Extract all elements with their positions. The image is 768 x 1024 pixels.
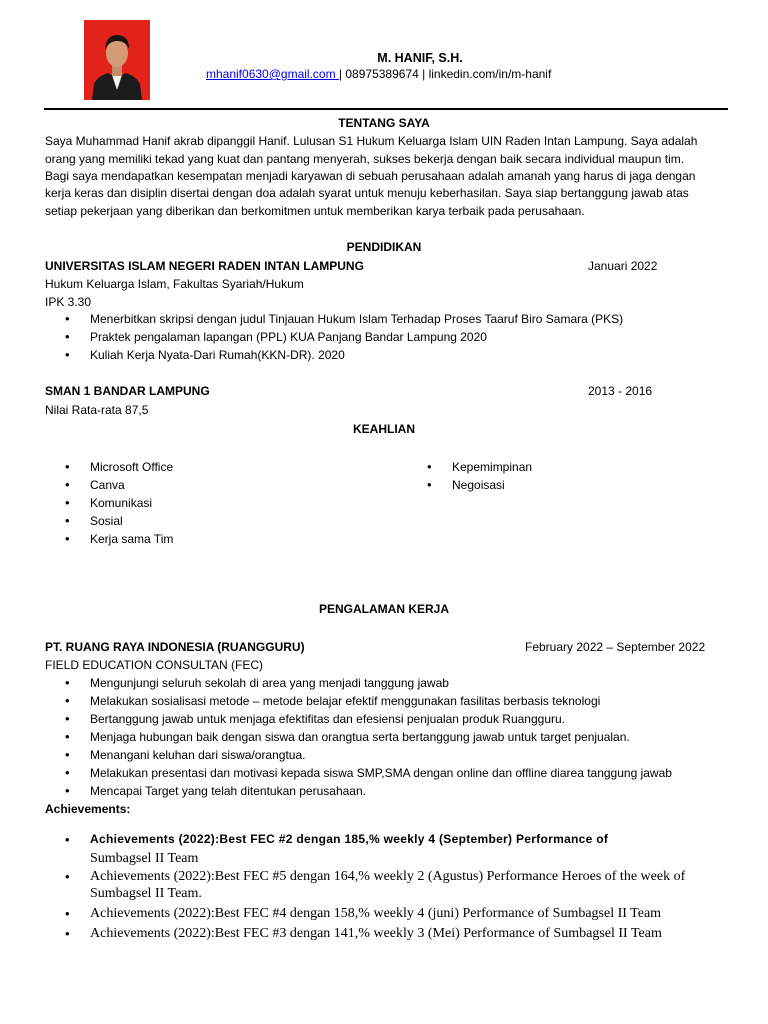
list-item: • Achievements (2022):Best FEC #3 dengan 141,% weekly 3 (Mei) Performance of Sumbagsel II Team <box>45 925 735 942</box>
university-major: Hukum Keluarga Islam, Fakultas Syariah/Hukum <box>45 277 304 291</box>
achievements-label: Achievements: <box>45 802 131 816</box>
skill-item: • Komunikasi <box>45 494 173 512</box>
about-line: Bagi saya mendapatkan kesempatan menjadi karyawan di sebuah perusahaan adalah amanah yang harus di jaga dengan <box>45 169 696 183</box>
about-line: kerja keras dan disiplin disertai dengan doa adalah syarat untuk menuju keberhasilan. Saya siap bertanggung jawab atas <box>45 186 689 200</box>
university-date: Januari 2022 <box>588 259 658 273</box>
university-bullets <box>45 310 623 364</box>
skills-left-list <box>45 458 173 548</box>
about-line: setiap pekerjaan yang diberikan dan berkomitmen untuk memberikan karya terbaik pada perusahaan. <box>45 204 585 218</box>
company-name: PT. RUANG RAYA INDONESIA (RUANGGURU) <box>45 640 305 654</box>
list-item: • Melakukan sosialisasi metode – metode belajar efektif menggunakan fasilitas berbasis teknologi <box>45 692 672 710</box>
contact-details: | 08975389674 | linkedin.com/in/m-hanif <box>338 67 552 81</box>
school-score: Nilai Rata-rata 87,5 <box>45 403 149 417</box>
job-role: FIELD EDUCATION CONSULTAN (FEC) <box>45 658 264 672</box>
list-item: • Achievements (2022):Best FEC #5 dengan 164,% weekly 2 (Agustus) Performance Heroes of the week of Sumbagsel II Team. <box>45 868 735 902</box>
list-item: • Achievements (2022):Best FEC #4 dengan 158,% weekly 4 (juni) Performance of Sumbagsel II Team <box>45 905 735 922</box>
list-item: • Menerbitkan skripsi dengan judul Tinjauan Hukum Islam Terhadap Proses Taaruf Biro Samara (PKS) <box>45 310 623 328</box>
header-divider <box>44 108 728 110</box>
school-date: 2013 - 2016 <box>588 384 653 398</box>
list-item: • Menangani keluhan dari siswa/orangtua. <box>45 746 672 764</box>
education-heading: PENDIDIKAN <box>346 240 422 254</box>
achievement-text: Achievements (2022):Best FEC #2 dengan 185,% weekly 4 (September) Performance of <box>90 832 609 846</box>
skill-item: • Negoisasi <box>407 476 532 494</box>
skill-item: • Canva <box>45 476 173 494</box>
experience-bullets <box>45 674 672 800</box>
skills-right-list <box>407 458 532 494</box>
list-item: • Menjaga hubungan baik dengan siswa dan orangtua serta bertanggung jawab untuk target penjualan. <box>45 728 672 746</box>
university-name: UNIVERSITAS ISLAM NEGERI RADEN INTAN LAMPUNG <box>45 259 364 273</box>
experience-heading: PENGALAMAN KERJA <box>318 602 449 616</box>
applicant-name: M. HANIF, S.H. <box>377 51 463 65</box>
university-ipk: IPK 3.30 <box>45 295 92 309</box>
list-item: • Melakukan presentasi dan motivasi kepada siswa SMP,SMA dengan online dan offline diarea tanggung jawab <box>45 764 672 782</box>
list-item: • Bertanggung jawab untuk menjaga efektifitas dan efesiensi penjualan produk Ruangguru. <box>45 710 672 728</box>
achievements-list-serif <box>45 868 735 942</box>
about-heading: TENTANG SAYA <box>338 116 430 130</box>
school-name: SMAN 1 BANDAR LAMPUNG <box>45 384 210 398</box>
skill-item: • Sosial <box>45 512 173 530</box>
list-item: • Mengunjungi seluruh sekolah di area yang menjadi tanggung jawab <box>45 674 672 692</box>
about-line: orang yang memiliki tekad yang kuat dan pantang menyerah, sukses bekerja dengan baik secara individual maupun tim. <box>45 152 685 166</box>
skill-item: • Kepemimpinan <box>407 458 532 476</box>
contact-line <box>206 67 551 81</box>
achievements-list <box>45 830 735 869</box>
experience-date: February 2022 – September 2022 <box>525 640 706 654</box>
list-item: • Mencapai Target yang telah ditentukan perusahaan. <box>45 782 672 800</box>
skills-heading: KEAHLIAN <box>353 422 415 436</box>
list-item: • Kuliah Kerja Nyata-Dari Rumah(KKN-DR). 2020 <box>45 346 623 364</box>
about-line: Saya Muhammad Hanif akrab dipanggil Hanif. Lulusan S1 Hukum Keluarga Islam UIN Raden Intan Lampung. Saya adalah <box>45 134 698 148</box>
list-item: • Praktek pengalaman lapangan (PPL) KUA Panjang Bandar Lampung 2020 <box>45 328 623 346</box>
skill-item: • Kerja sama Tim <box>45 530 173 548</box>
achievement-text: Sumbagsel II Team <box>90 851 199 866</box>
list-item <box>45 830 735 868</box>
email-link[interactable]: mhanif0630@gmail.com <box>206 67 339 81</box>
skill-item: • Microsoft Office <box>45 458 173 476</box>
